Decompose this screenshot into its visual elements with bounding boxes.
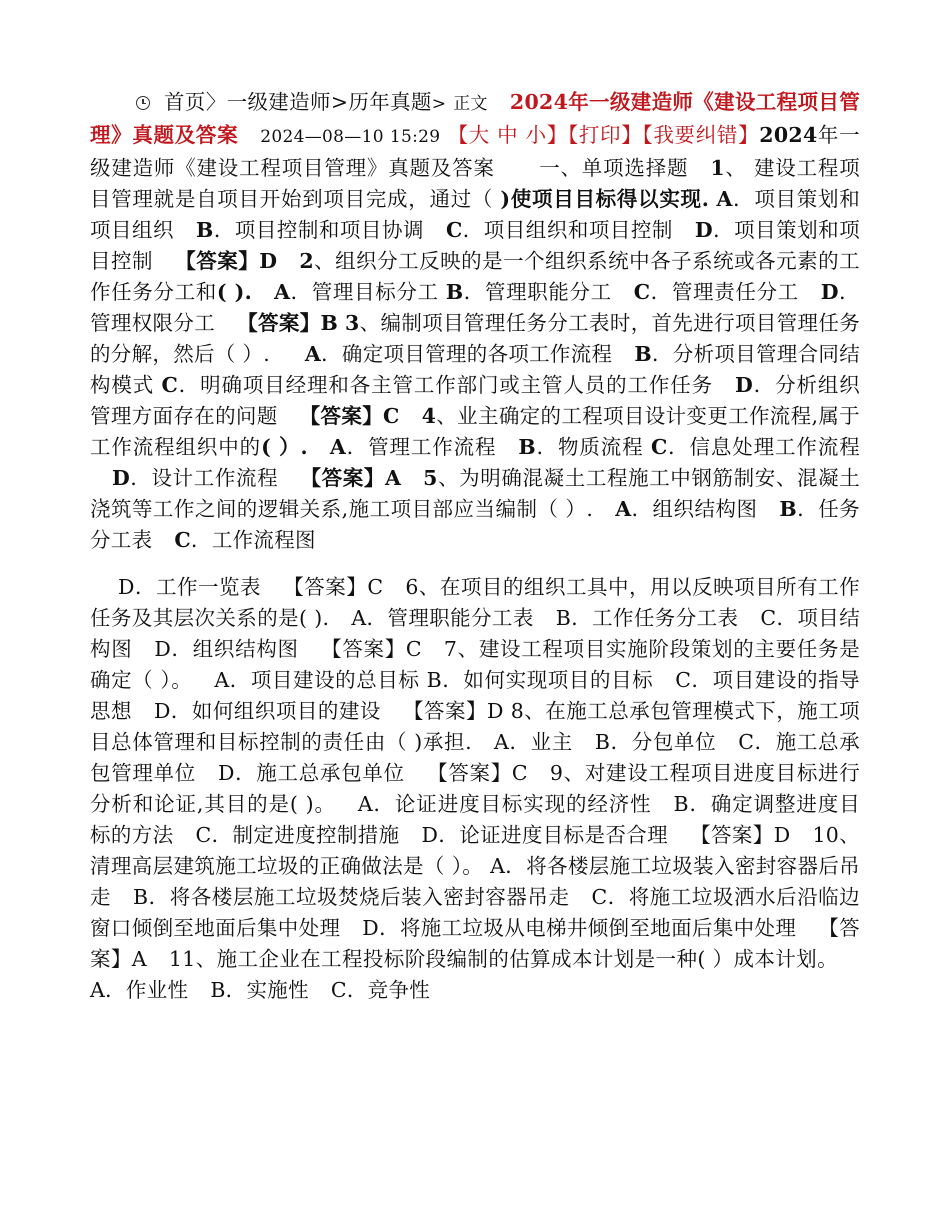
- q6-text: 6、在项目的组织工具中，用以反映项目所有工作任务及其层次关系的是( ).: [90, 575, 860, 630]
- q2-option-b: ．管理职能分工: [463, 280, 612, 304]
- q7-answer: 【答案】D: [402, 699, 504, 723]
- option-letter: C: [174, 528, 192, 552]
- font-size-mid-button[interactable]: 中: [497, 123, 519, 147]
- print-button[interactable]: 【打印】: [567, 123, 643, 147]
- q8-text: 8、在施工总承包管理模式下，施工项目总体管理和目标控制的责任由（ )承担.: [90, 699, 860, 754]
- breadcrumb-separator: >: [330, 90, 349, 114]
- q10-option-c: C．将施工垃圾洒水后沿临边窗口倾倒至地面后集中处理: [90, 885, 860, 940]
- option-letter: D: [735, 373, 754, 397]
- q3-option-b: ．分析项目管理合同结构模式: [90, 342, 861, 397]
- q11-option-b: B．实施性: [210, 978, 309, 1002]
- q7-option-d: D．如何组织项目的建设: [153, 699, 381, 723]
- q7-text: 7、建设工程项目实施阶段策划的主要任务是确定（ ）。: [90, 637, 860, 692]
- q10-text: 10、清理高层建筑施工垃圾的正确做法是（ ）。: [90, 823, 861, 878]
- q4-option-a: ．管理工作流程: [346, 435, 497, 459]
- breadcrumb-level1-link[interactable]: 一级建造师: [226, 90, 331, 114]
- font-size-open: 【: [447, 123, 469, 147]
- q2-tail: ( ).: [216, 280, 253, 304]
- q5-option-a: ．组织结构图: [631, 497, 758, 521]
- clock-icon: [136, 96, 150, 110]
- q7-option-b: B．如何实现项目的目标: [426, 668, 654, 692]
- option-letter: A: [716, 187, 733, 211]
- q10-option-d: D．将施工垃圾从电梯井倾倒至地面后集中处理: [362, 916, 797, 940]
- option-letter: A: [304, 342, 322, 366]
- q2-answer: 【答案】B: [237, 311, 339, 335]
- q5-option-b: ．任务分工表: [90, 497, 860, 552]
- option-letter: D: [820, 280, 839, 304]
- option-letter: B: [634, 342, 652, 366]
- q11-text: 11、施工企业在工程投标阶段编制的估算成本计划是一种( ）成本计划。: [168, 947, 838, 971]
- option-letter: B: [445, 280, 464, 304]
- q2-option-c: ．管理责任分工: [650, 280, 799, 304]
- q6-option-b: B．工作任务分工表: [555, 606, 739, 630]
- breadcrumb-current: 正文: [453, 94, 488, 114]
- q3-number: 3: [345, 311, 360, 335]
- font-size-close: 】: [546, 123, 568, 147]
- q3-option-c: ．明确项目经理和各主管工作部门或主管人员的工作任务: [178, 373, 714, 397]
- q2-number: 2: [299, 249, 314, 273]
- q1-option-b: ．项目控制和项目协调: [213, 218, 424, 242]
- q5-number: 5: [423, 466, 438, 490]
- article-date: 2024—08—10 15:29: [260, 127, 441, 147]
- q3-answer: 【答案】C: [299, 404, 400, 428]
- breadcrumb-separator: 〉: [205, 90, 227, 114]
- section-title: 一、单项选择题: [538, 156, 689, 180]
- breadcrumb-home-link[interactable]: 首页: [164, 90, 206, 114]
- article-title: 2024年一级建造师《建设工程项目管理》真题及答案: [90, 90, 860, 147]
- q10-option-b: B．将各楼层施工垃圾焚烧后装入密封容器吊走: [133, 885, 570, 909]
- option-letter: C: [445, 218, 463, 242]
- document-page: [90, 87, 860, 1006]
- q8-option-a: A．业主: [494, 730, 573, 754]
- q8-option-c: C．施工总承包管理单位: [90, 730, 860, 785]
- q1-text: 、 建设工程项目管理就是自项目开始到项目完成，通过（: [90, 156, 861, 211]
- q5-answer: 【答案】C: [283, 575, 384, 599]
- q4-answer: 【答案】A: [300, 466, 402, 490]
- q10-option-a: A．将各楼层施工垃圾装入密封容器后吊走: [90, 854, 860, 909]
- option-letter: A: [274, 280, 291, 304]
- option-letter: A: [329, 435, 347, 459]
- paragraph-2: [90, 572, 860, 1006]
- q1-answer: 【答案】D: [175, 249, 278, 273]
- q11-option-c: C．竞争性: [330, 978, 431, 1002]
- q9-answer: 【答案】D: [690, 823, 791, 847]
- q2-option-d: ．管理权限分工: [90, 280, 860, 335]
- q3-option-d: ．分析组织管理方面存在的问题: [90, 373, 860, 428]
- q4-option-d: ．设计工作流程: [130, 466, 279, 490]
- q9-text: 9、对建设工程项目进度目标进行分析和论证,其目的是( )。: [90, 761, 861, 816]
- font-size-big-button[interactable]: 大: [468, 123, 490, 147]
- q5-text: 、为明确混凝土工程施工中钢筋制安、混凝土浇筑等工作之间的逻辑关系,施工项目部应当编制（ ）.: [90, 466, 861, 521]
- q9-option-a: A．论证进度目标实现的经济性: [357, 792, 652, 816]
- q2-option-a: ．管理目标分工: [290, 280, 439, 304]
- q1-option-a: ．项目策划和项目组织: [90, 187, 860, 242]
- q7-option-c: C．项目建设的指导思想: [90, 668, 860, 723]
- intro-year: 2024: [759, 123, 818, 147]
- option-letter: B: [518, 435, 537, 459]
- font-size-small-button[interactable]: 小: [525, 123, 547, 147]
- q3-option-a: ．确定项目管理的各项工作流程: [321, 342, 613, 366]
- q4-number: 4: [421, 404, 437, 428]
- option-letter: A: [615, 497, 632, 521]
- q9-option-b: B．确定调整进度目标的方法: [90, 792, 860, 847]
- q1-tail: )使项目目标得以实现.: [500, 187, 710, 211]
- q4-tail: ( ）.: [261, 435, 308, 459]
- q9-option-c: C．制定进度控制措施: [195, 823, 400, 847]
- option-letter: B: [196, 218, 214, 242]
- q4-option-b: ．物质流程: [536, 435, 644, 459]
- report-error-button[interactable]: 【我要纠错】: [642, 123, 760, 147]
- q7-option-a: A．项目建设的总目标: [214, 668, 420, 692]
- option-letter: C: [161, 373, 179, 397]
- q8-answer: 【答案】C: [426, 761, 528, 785]
- q6-option-a: A．管理职能分工表: [351, 606, 534, 630]
- q4-option-c: ．信息处理工作流程: [667, 435, 860, 459]
- option-letter: D: [694, 218, 713, 242]
- q8-option-b: B．分包单位: [594, 730, 717, 754]
- q1-option-c: ．项目组织和项目控制: [462, 218, 673, 242]
- q6-answer: 【答案】C: [320, 637, 422, 661]
- q8-option-d: D．施工总承包单位: [218, 761, 405, 785]
- q1-option-d: ．项目策划和项目控制: [90, 218, 860, 273]
- q11-option-a: A．作业性: [90, 978, 189, 1002]
- option-letter: B: [779, 497, 798, 521]
- q1-number: 1: [710, 156, 725, 180]
- q10-answer: 【答案】A: [90, 916, 860, 971]
- q5-option-d: D．工作一览表: [118, 575, 262, 599]
- q3-text: 、编制项目管理任务分工表时，首先进行项目管理任务的分解，然后（ ）.: [90, 311, 860, 366]
- option-letter: D: [112, 466, 131, 490]
- intro-text: 年一级建造师《建设工程项目管理》真题及答案: [90, 123, 860, 180]
- q5-option-c: ．工作流程图: [191, 528, 316, 552]
- breadcrumb-separator: >: [431, 94, 447, 114]
- q6-option-d: D．组织结构图: [154, 637, 299, 661]
- q9-option-d: D．论证进度目标是否合理: [421, 823, 669, 847]
- q4-text: 、业主确定的工程项目设计变更工作流程,属于工作流程组织中的: [90, 404, 860, 459]
- breadcrumb-level2-link[interactable]: 历年真题: [348, 90, 432, 114]
- q2-text: 、组织分工反映的是一个组织系统中各子系统或各元素的工作任务分工和: [90, 249, 860, 304]
- option-letter: C: [633, 280, 651, 304]
- option-letter: C: [650, 435, 668, 459]
- q6-option-c: C．项目结构图: [90, 606, 860, 661]
- paragraph-1: [90, 87, 860, 556]
